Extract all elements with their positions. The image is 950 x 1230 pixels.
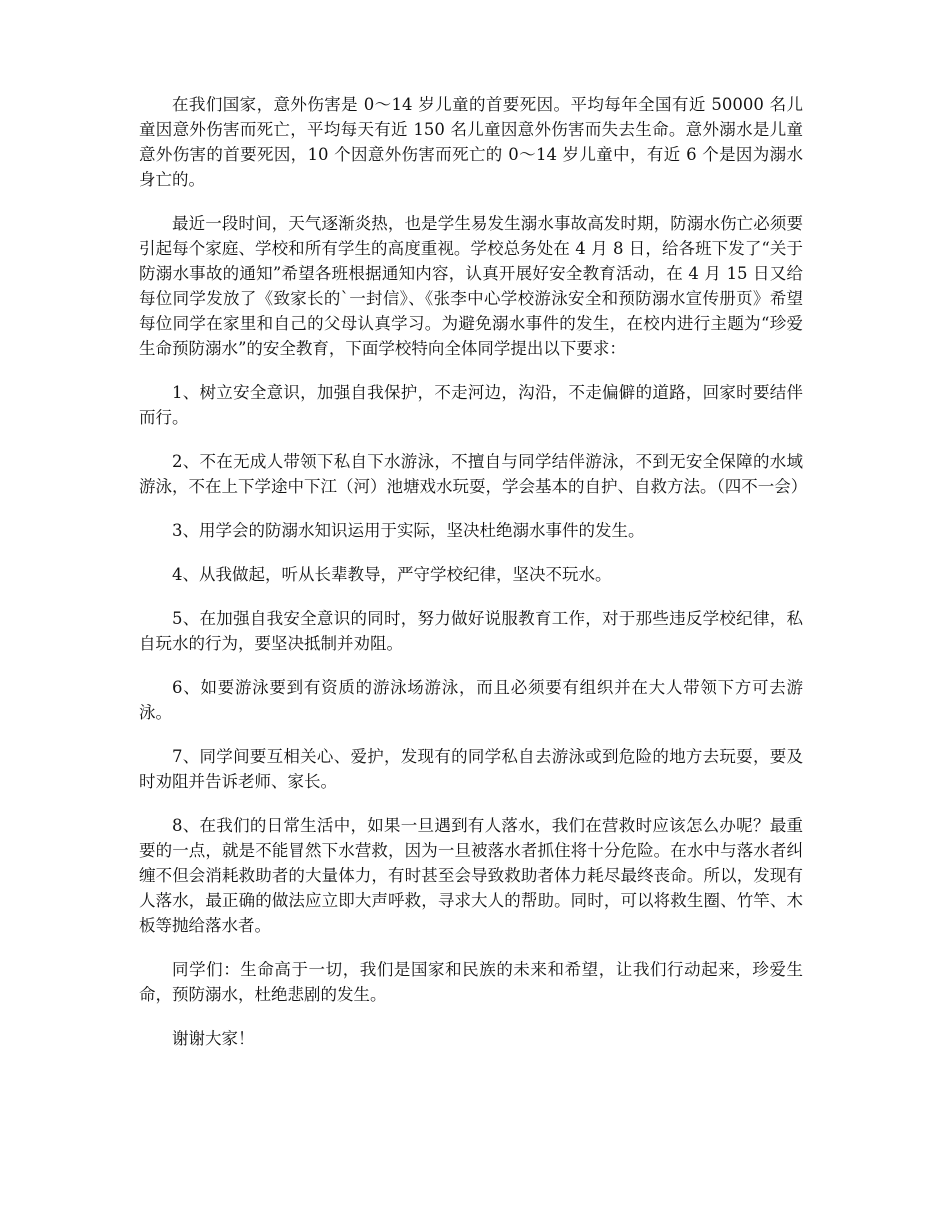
- requirement-5: 5、在加强自我安全意识的同时，努力做好说服教育工作，对于那些违反学校纪律，私自玩水的行为，要坚决抵制并劝阻。: [139, 609, 803, 653]
- intro-paragraph: 在我们国家，意外伤害是 0～14 岁儿童的首要死因。平均每年全国有近 50000 名儿童因意外伤害而死亡，平均每天有近 150 名儿童因意外伤害而失去生命。意外溺水是儿童意外伤害的首要死因，10 个因意外伤害而死亡的 0～14 岁儿童中，有近 6 个是因为溺水身亡的。: [139, 95, 803, 189]
- document-body: [139, 92, 808, 1070]
- requirement-7: 7、同学间要互相关心、爱护，发现有的同学私自去游泳或到危险的地方去玩耍，要及时劝阻并告诉老师、家长。: [139, 747, 803, 791]
- requirement-3: 3、用学会的防溺水知识运用于实际，坚决杜绝溺水事件的发生。: [172, 521, 645, 540]
- requirement-8: 8、在我们的日常生活中，如果一旦遇到有人落水，我们在营救时应该怎么办呢？最重要的一点，就是不能冒然下水营救，因为一旦被落水者抓住将十分危险。在水中与落水者纠缠不但会消耗救助者的大量体力，有时甚至会导致救助者体力耗尽最终丧命。所以，发现有人落水，最正确的做法应立即大声呼救，寻求大人的帮助。同时，可以将救生圈、竹竿、木板等抛给落水者。: [139, 816, 803, 935]
- requirement-4: 4、从我做起，听从长辈教导，严守学校纪律，坚决不玩水。: [172, 565, 612, 584]
- requirement-1: 1、树立安全意识，加强自我保护，不走河边，沟沿，不走偏僻的道路，回家时要结伴而行。: [139, 383, 803, 427]
- background-paragraph: 最近一段时间，天气逐渐炎热，也是学生易发生溺水事故高发时期，防溺水伤亡必须要引起每个家庭、学校和所有学生的高度重视。学校总务处在 4 月 8 日，给各班下发了“关于防溺水事故的通知”希望各班根据通知内容，认真开展好安全教育活动，在 4 月 15 日又给每位同学发放了《致家长的`一封信》、《张李中心学校游泳安全和预防溺水宣传册页》希望每位同学在家里和自己的父母认真学习。为避免溺水事件的发生，在校内进行主题为“珍爱生命预防溺水”的安全教育，下面学校特向全体同学提出以下要求：: [139, 214, 803, 358]
- closing-paragraph: 同学们：生命高于一切，我们是国家和民族的未来和希望，让我们行动起来，珍爱生命，预防溺水，杜绝悲剧的发生。: [139, 960, 803, 1004]
- thanks-line: 谢谢大家！: [172, 1029, 255, 1048]
- requirement-6: 6、如要游泳要到有资质的游泳场游泳，而且必须要有组织并在大人带领下方可去游泳。: [139, 678, 803, 722]
- requirement-2: 2、不在无成人带领下私自下水游泳，不擅自与同学结伴游泳，不到无安全保障的水域游泳，不在上下学途中下江（河）池塘戏水玩耍，学会基本的自护、自救方法。（四不一会）: [139, 452, 808, 496]
